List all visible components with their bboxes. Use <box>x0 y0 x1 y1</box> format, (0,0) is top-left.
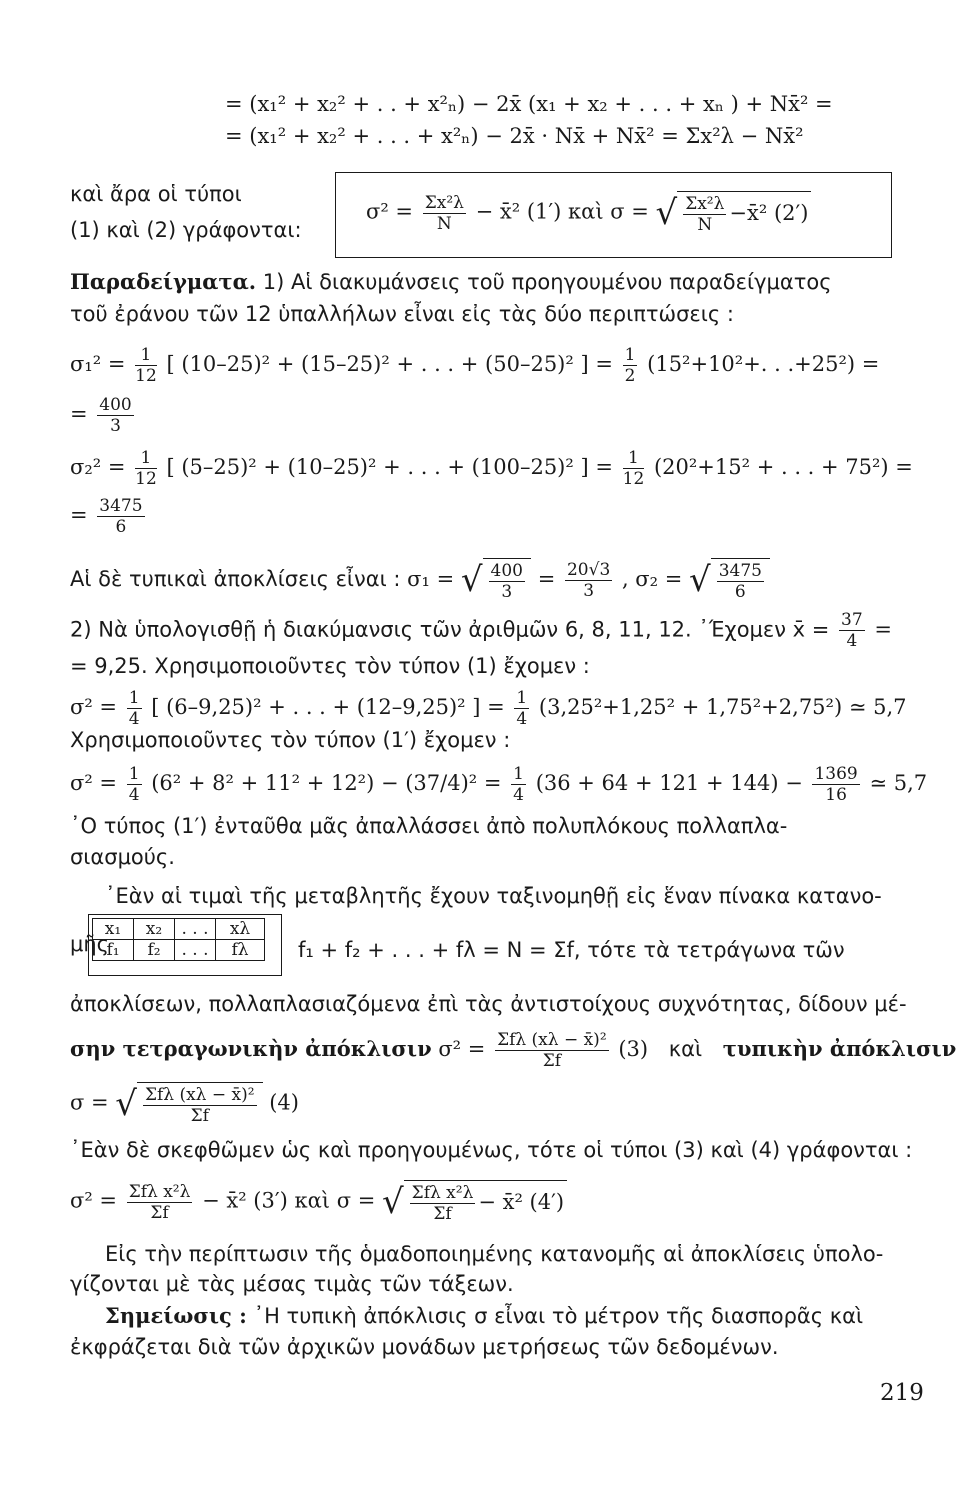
table-row <box>93 940 265 961</box>
paragraph-4-line-1: ᾿Εὰν αἱ τιμαὶ τῆς μεταβλητῆς ἔχουν ταξινομηθῇ εἰς ἕναν πίνακα κατανο- <box>105 884 882 908</box>
note-line-1: Σημείωσις : ᾿Η τυπικὴ ἀπόκλισις σ εἶναι τὸ μέτρον τῆς διασπορᾶς καὶ <box>105 1303 864 1328</box>
deviations-line: Αἱ δὲ τυπικαὶ ἀποκλίσεις εἶναι : σ₁ = √ $\frac{400}{3}$ = $\frac{20√3}{3}$ , σ₂ = √ $\frac{3475}{6}$ <box>70 558 920 602</box>
examples-line-1: Παραδείγματα. 1) Αἱ διακυμάνσεις τοῦ προηγουμένου παραδείγματος <box>70 269 832 294</box>
note-heading: Σημείωσις : <box>105 1303 247 1328</box>
variance-equation-1: σ² = $\frac{1}{4}$ [ (6–9,25)² + . . . + (12–9,25)² ] = $\frac{1}{4}$ (3,25²+1,25² + 1,75²+2,75²) ≃ 5,7 <box>70 688 907 729</box>
problem2-line-2: = 9,25. Χρησιμοποιοῦντες τὸν τύπον (1) ἔχομεν : <box>70 654 590 678</box>
table-cell: x₂ <box>134 919 175 940</box>
table-cell: . . . <box>175 919 216 940</box>
table-cell: f₂ <box>134 940 175 961</box>
table-row <box>93 919 265 940</box>
formula-box <box>335 172 892 258</box>
examples-line-2: τοῦ ἐράνου τῶν 12 ὑπαλλήλων εἶναι εἰς τὰς δύο περιπτώσεις : <box>70 302 734 326</box>
formula-text: − x̄² (1′) καὶ σ = <box>475 199 649 224</box>
paragraph-6-line-1: Εἰς τὴν περίπτωσιν τῆς ὁμαδοποιημένης κατανομῆς αἱ ἀποκλίσεις ὑπολο- <box>105 1242 884 1266</box>
using-formula-line: Χρησιμοποιοῦντες τὸν τύπον (1′) ἔχομεν : <box>70 728 511 752</box>
grouped-formulas: σ² = $\frac{\text{Σfλ x²λ}}{\Sigma f}$ − x̄² (3′) καὶ σ = √ $\frac{\text{Σfλ x²λ}}{\Sigma f}$ − x̄² (4′) <box>70 1180 920 1224</box>
paragraph-4-line-2: f₁ + f₂ + . . . + fλ = N = Σf, τότε τὰ τετράγωνα τῶν <box>298 938 845 962</box>
paragraph-4-line-4: σην τετραγωνικὴν ἀπόκλισιν σ² = $\frac{\text{Σfλ (xλ − x̄)²}}{\Sigma f}$ (3) καὶ τυπικὴν ἀπόκλισιν <box>70 1030 957 1071</box>
variance-equation-2: σ² = $\frac{1}{4}$ (6² + 8² + 11² + 12²) − (37/4)² = $\frac{1}{4}$ (36 + 64 + 121 + 144) − $\frac{1369}{16}$ ≃ 5,7 <box>70 764 928 805</box>
boxed-formulas <box>366 191 811 235</box>
note-line-2: ἐκφράζεται διὰ τῶν ἀρχικῶν μονάδων μετρήσεως τῶν δεδομένων. <box>70 1335 779 1359</box>
table-cell: fλ <box>216 940 265 961</box>
intro-line-a: καὶ ἄρα οἱ τύποι <box>70 182 242 206</box>
paragraph-3-line-1: ᾿Ο τύπος (1′) ἐνταῦθα μᾶς ἀπαλλάσσει ἀπὸ πολυπλόκους πολλαπλα- <box>70 814 788 838</box>
paragraph-4-line-3: ἀποκλίσεων, πολλαπλασιαζόμενα ἐπὶ τὰς ἀντιστοίχους συχνότητας, δίδουν μέ- <box>70 992 907 1016</box>
table-cell: f₁ <box>93 940 134 961</box>
paragraph-5: ᾿Εὰν δὲ σκεφθῶμεν ὡς καὶ προηγουμένως, τότε οἱ τύποι (3) καὶ (4) γράφονται : <box>70 1138 913 1162</box>
sigma1-equation: σ₁² = $\frac{1}{12}$ [ (10–25)² + (15–25)² + . . . + (50–25)² ] = $\frac{1}{2}$ (15²+10²+. . .+25²) = <box>70 345 880 386</box>
page-number: 219 <box>880 1380 924 1406</box>
examples-heading: Παραδείγματα. <box>70 269 257 294</box>
paragraph-4-line-5: σ = √ $\frac{\text{Σfλ (xλ − x̄)²}}{\Sigma f}$ (4) <box>70 1084 299 1126</box>
paragraph-3-line-2: σιασμούς. <box>70 845 175 869</box>
frequency-table <box>92 918 265 961</box>
sigma2-equation: σ₂² = $\frac{1}{12}$ [ (5–25)² + (10–25)² + . . . + (100–25)² ] = $\frac{1}{12}$ (20²+15² + . . . + 75²) = <box>70 448 913 489</box>
table-cell: . . . <box>175 940 216 961</box>
problem2-line-1: 2) Νὰ ὑπολογισθῇ ἡ διακύμανσις τῶν ἀριθμῶν 6, 8, 11, 12. ᾿Έχομεν x̄ = $\frac{37}{4}$ = <box>70 610 892 651</box>
sigma-squared: σ² = <box>366 199 414 224</box>
eq-line-2: = (x₁² + x₂² + . . . + x²ₙ) − 2x̄ · Nx̄ + Nx̄² = Σx²λ − Nx̄² <box>225 124 804 148</box>
table-cell: xλ <box>216 919 265 940</box>
eq-line-1: = (x₁² + x₂² + . . + x²ₙ) − 2x̄ (x₁ + x₂ + . . . + xₙ ) + Nx̄² = <box>225 92 833 116</box>
paragraph-6-line-2: γίζονται μὲ τὰς μέσας τιμὰς τῶν τάξεων. <box>70 1272 514 1296</box>
paragraph-4-mis: μῆς <box>70 932 109 956</box>
fraction: $\frac{\text{Σx²λ}}{N}$ <box>424 192 464 234</box>
intro-line-b: (1) καὶ (2) γράφονται: <box>70 218 302 242</box>
sqrt: √ $\frac{\text{Σx²λ}}{N}$ −x̄² (2′) <box>656 191 812 235</box>
sigma2-result: = $\frac{3475}{6}$ <box>70 496 143 537</box>
sigma1-result: = $\frac{400}{3}$ <box>70 395 132 436</box>
table-cell: x₁ <box>93 919 134 940</box>
